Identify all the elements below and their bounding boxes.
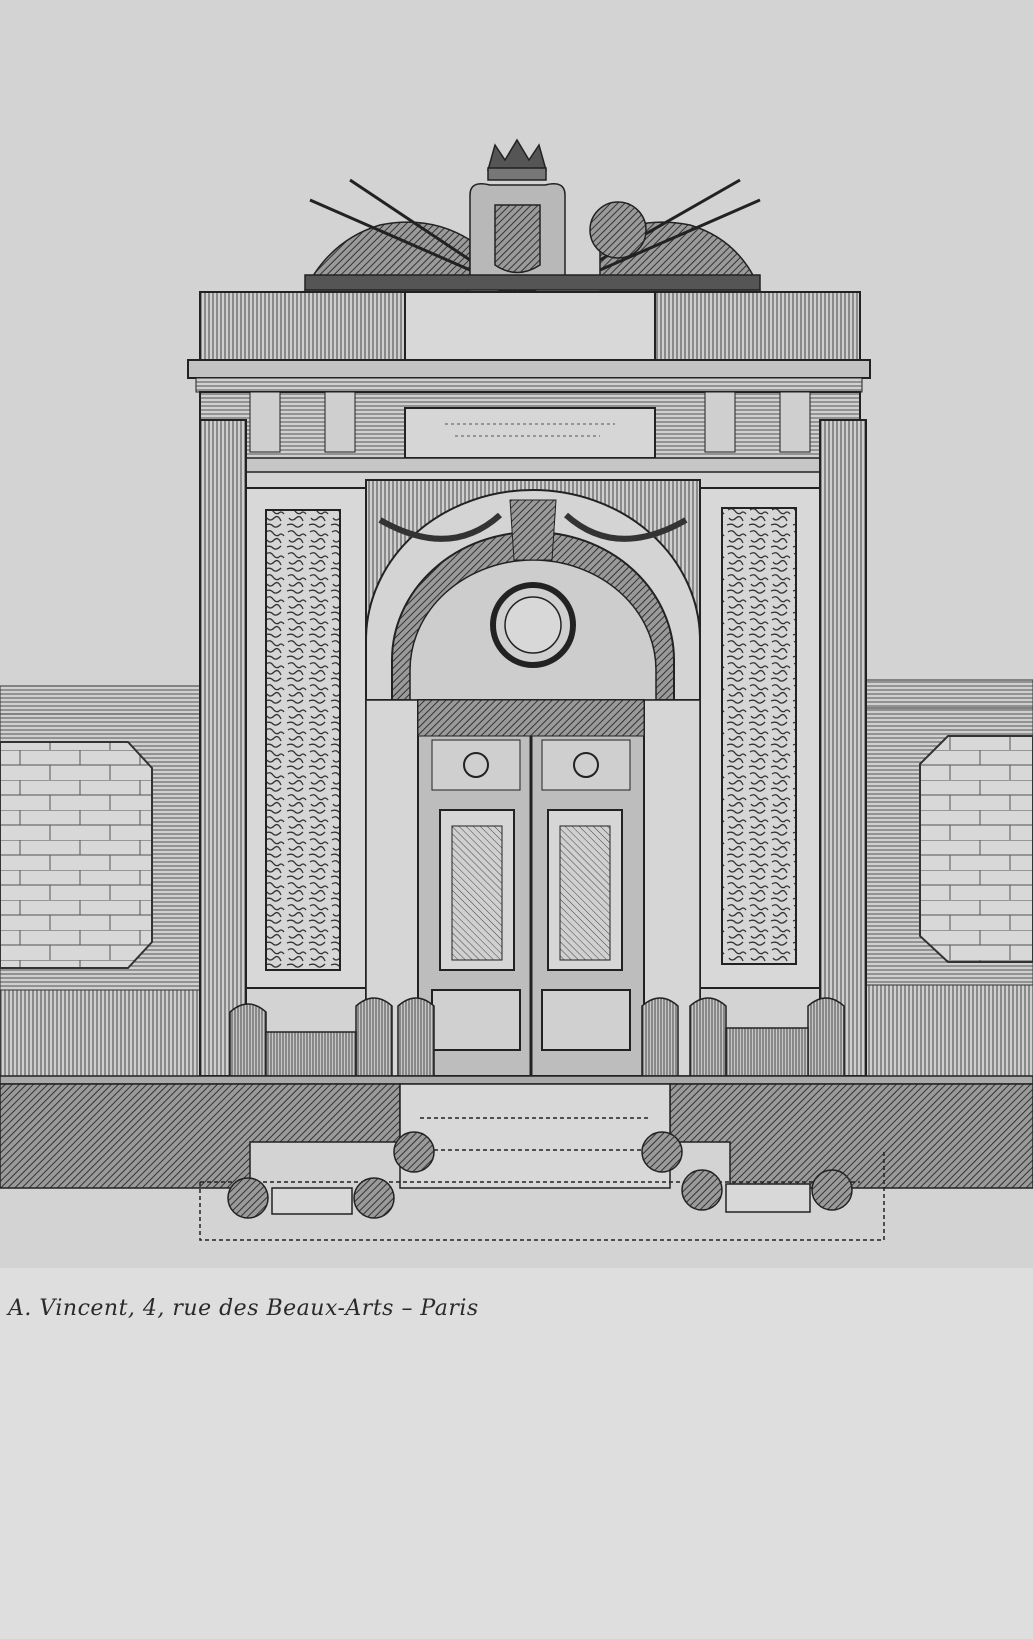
attic <box>188 292 870 392</box>
trophy-crest <box>305 140 760 291</box>
postcard-blank-area <box>0 1268 1033 1639</box>
left-wall <box>0 686 200 1076</box>
publisher-caption: A. Vincent, 4, rue des Beaux-Arts – Paris <box>8 1296 479 1321</box>
right-wall <box>866 680 1033 1076</box>
left-pier <box>200 420 366 1076</box>
right-pier <box>700 420 866 1076</box>
ground-plan <box>0 1076 1033 1240</box>
double-door <box>418 700 644 1076</box>
frieze <box>200 392 860 472</box>
